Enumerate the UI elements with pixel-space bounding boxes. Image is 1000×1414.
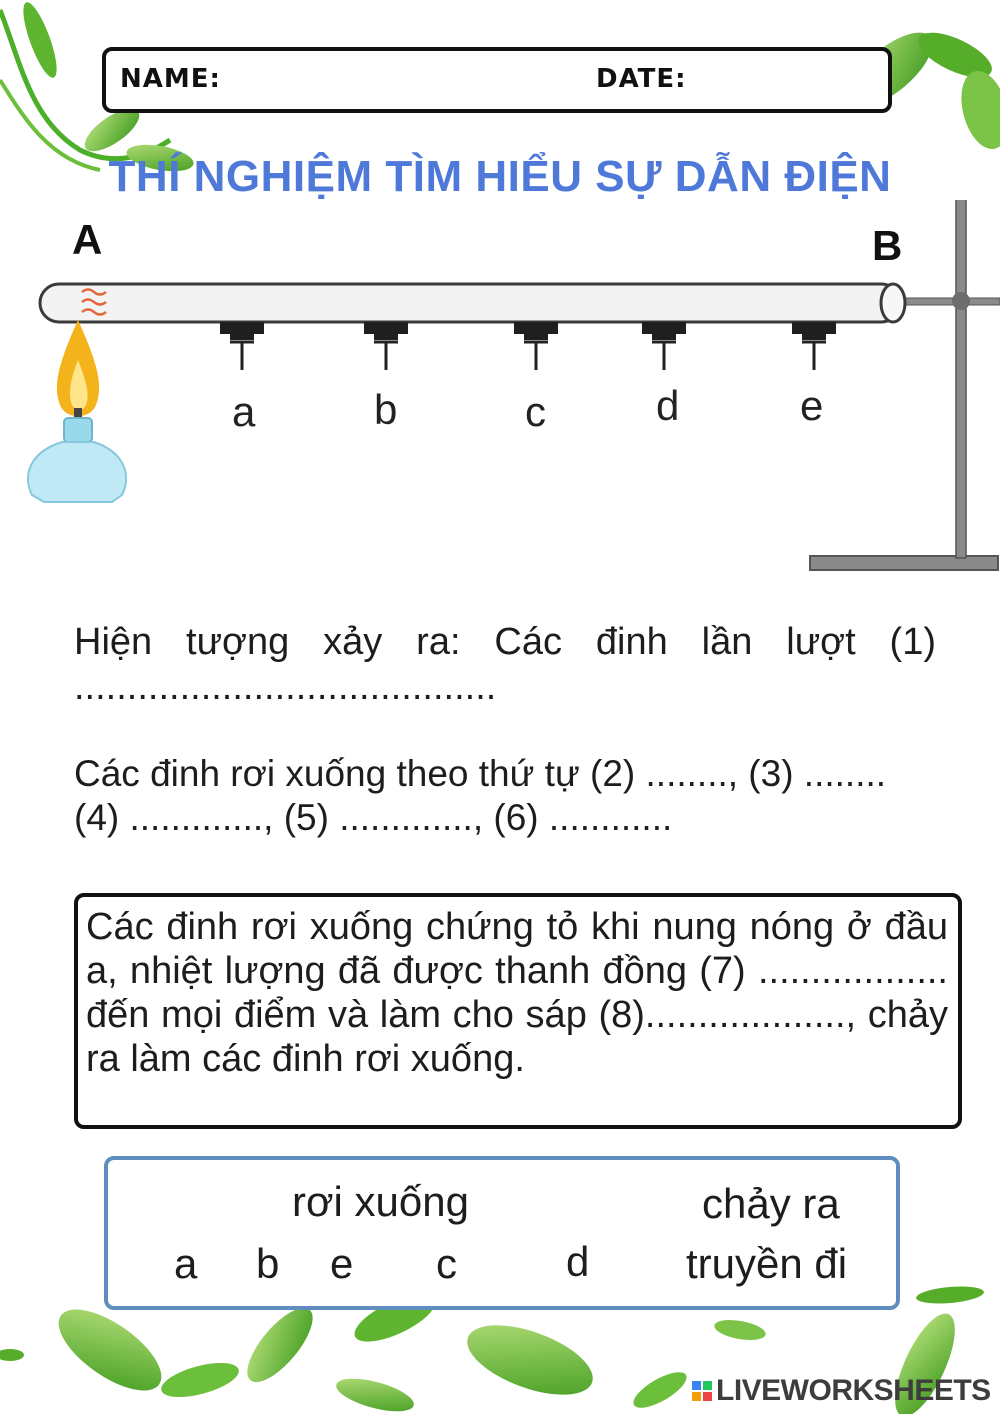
word-bank-item-chay-ra[interactable]: chảy ra: [702, 1180, 840, 1227]
point-b-label: B: [872, 222, 903, 269]
nail-c: [514, 322, 558, 370]
question-1-text: Hiện tượng xảy ra: Các đinh lần lượt (1): [74, 621, 936, 663]
liveworksheets-logo[interactable]: [692, 1374, 991, 1408]
copper-rod: [40, 284, 900, 322]
lamp-neck: [64, 418, 92, 442]
word-bank-item-d[interactable]: d: [566, 1238, 590, 1285]
nail-a: [220, 322, 264, 370]
nail-b: [364, 322, 408, 370]
word-bank-item-a[interactable]: a: [174, 1240, 198, 1287]
conclusion-text: Các đinh rơi xuống chứng tỏ khi nung nóng ở đầu a, nhiệt lượng đã được thanh đồng (7) .................. đến mọi điểm và làm cho sáp (8)..................., chảy ra làm các đinh rơi xuống.: [86, 906, 948, 1080]
leaf-bottom-11: [0, 1349, 24, 1361]
nail-label-d: d: [656, 382, 680, 429]
lamp-body: [28, 442, 126, 502]
nail-label-e: e: [800, 382, 824, 429]
liveworksheets-mark-icon: [692, 1381, 712, 1401]
stand-pole: [956, 200, 966, 558]
answer-blank-1[interactable]: ........................................: [74, 666, 497, 708]
word-bank-item-c[interactable]: c: [436, 1240, 457, 1287]
alcohol-lamp: [28, 320, 126, 502]
nail-label-a: a: [232, 388, 256, 435]
stand-base: [810, 556, 998, 570]
leaf-bottom-9: [915, 1284, 984, 1306]
leaf-bottom-3: [237, 1298, 324, 1392]
word-bank-item-b[interactable]: b: [256, 1240, 280, 1287]
leaf-bottom-5: [333, 1372, 417, 1414]
word-bank-item-e[interactable]: e: [330, 1240, 354, 1287]
point-a-label: A: [72, 216, 103, 263]
leaf-bottom-8: [713, 1317, 767, 1344]
question-2-line-1: Các đinh rơi xuống theo thứ tự (2) ........, (3) ........: [74, 753, 887, 794]
experiment-diagram: [0, 200, 1000, 590]
word-bank-item-roi-xuong[interactable]: rơi xuống: [292, 1178, 469, 1225]
rod-end-cap: [881, 284, 905, 322]
leaf-bottom-7: [629, 1365, 692, 1414]
question-2-text: [74, 752, 944, 840]
leaf-bottom-6: [458, 1311, 601, 1409]
nail-label-c: c: [525, 388, 546, 435]
nail-d: [642, 322, 686, 370]
nail-e: [792, 322, 836, 370]
stand-clamp-knob: [952, 292, 970, 310]
date-label: DATE:: [596, 64, 687, 94]
question-2-line-2: (4) ............., (5) ............., (6) ............: [74, 797, 673, 838]
leaf-bottom-1: [46, 1294, 174, 1405]
liveworksheets-logo-text: LIVEWORKSHEETS: [716, 1374, 991, 1407]
nail-label-b: b: [374, 386, 398, 433]
stand-clamp-arm: [900, 298, 1000, 305]
leaf-bottom-2: [158, 1356, 243, 1404]
worksheet-title: THÍ NGHIỆM TÌM HIỂU SỰ DẪN ĐIỆN: [108, 152, 892, 201]
name-label: NAME:: [120, 64, 221, 94]
leaf-top-right-3: [953, 66, 1000, 155]
word-bank-item-truyen-di[interactable]: truyền đi: [686, 1240, 848, 1287]
